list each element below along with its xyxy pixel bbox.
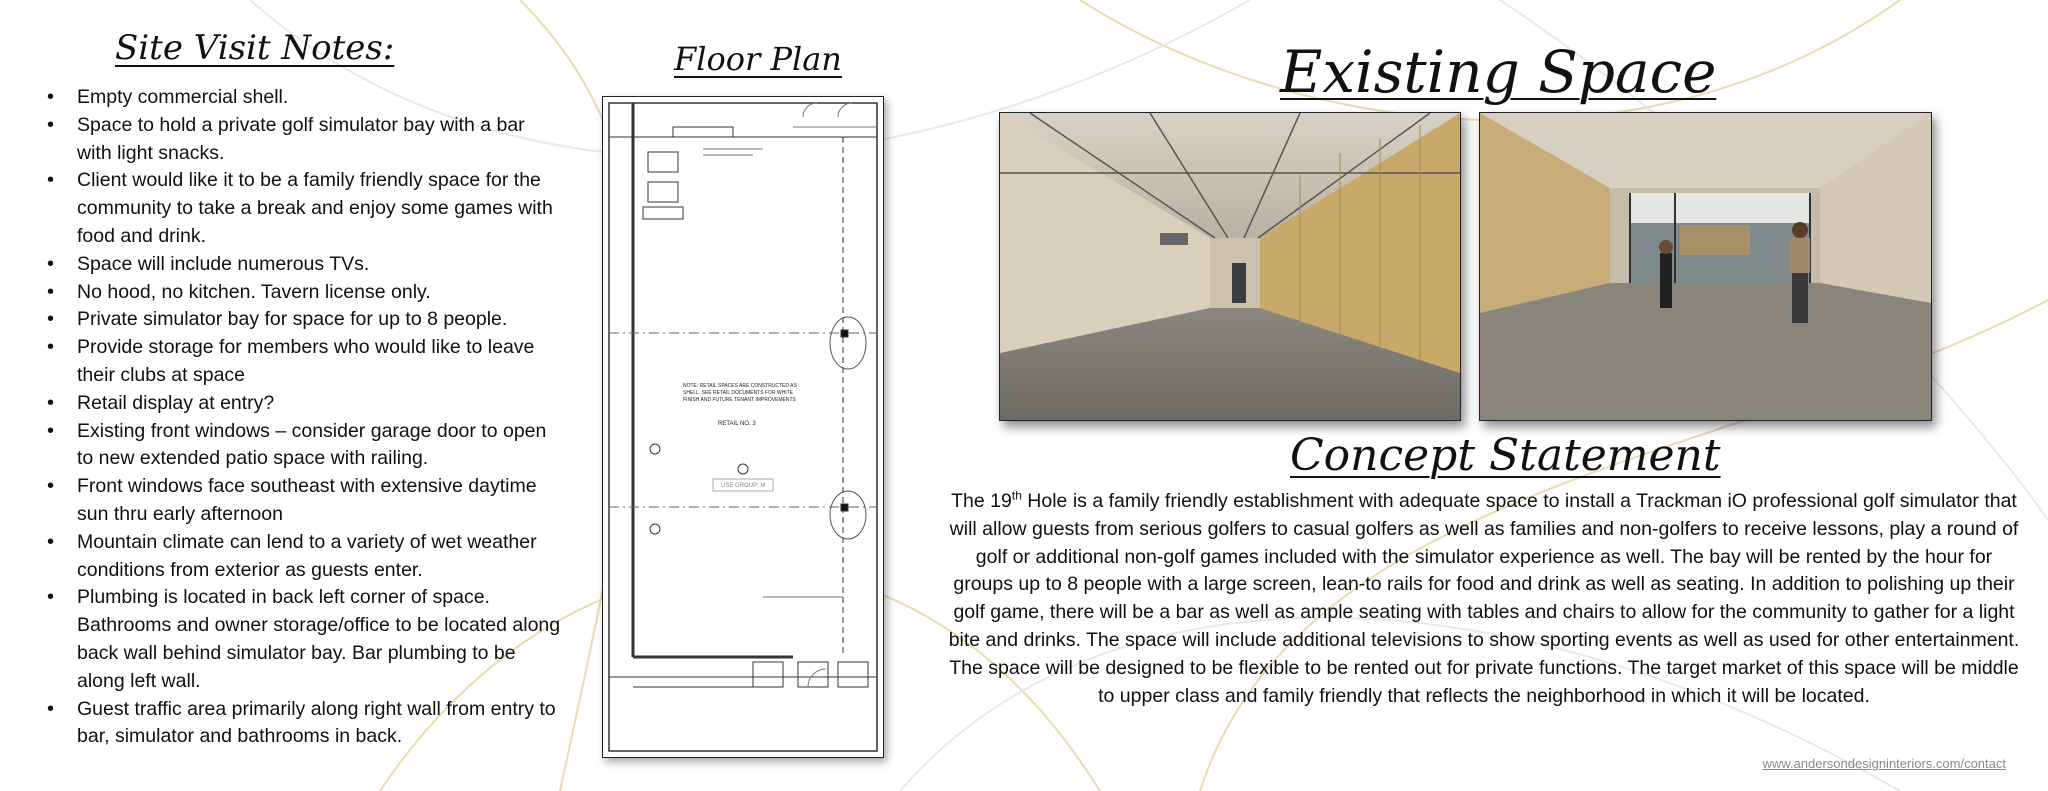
site-note-item: • Empty commercial shell. xyxy=(42,84,562,112)
contact-website-link[interactable]: www.andersondesigninteriors.com/contact xyxy=(1762,756,2006,771)
site-note-item: • Space to hold a private golf simulator bay with a bar with light snacks. xyxy=(42,112,562,168)
site-note-item: • No hood, no kitchen. Tavern license only. xyxy=(42,279,562,307)
site-notes-title: Site Visit Notes: xyxy=(115,28,395,68)
plan-use-group: USE GROUP: M xyxy=(721,483,766,489)
plan-note-line-1: NOTE: RETAIL SPACES ARE CONSTRUCTED AS xyxy=(683,383,797,389)
interior-photo-wide xyxy=(999,112,1461,421)
concept-statement-text xyxy=(944,488,2024,710)
concept-text-rest: Hole is a family friendly establishment with adequate space to install a Trackman iO professional golf simulator that will allow guests from serious golfers to casual golfers as well as families and non-golfers to receive lessons, play a round of golf or additional non-golf games included with the simulator experience as well. The bay will be rented by the hour for groups up to 8 people with a large screen, lean-to rails for food and drink as well as seating. In addition to polishing up their golf game, there will be a bar as well as ample seating with tables and chairs to allow for the community to gather for a light bite and drinks. The space will include additional televisions to show sporting events as well as used for other entertainment. The space will be designed to be flexible to be rented out for private functions. The target market of this space will be middle to upper class and family friendly that reflects the neighborhood in which it will be located. xyxy=(948,490,2020,707)
concept-text-superscript: th xyxy=(1011,488,1022,503)
site-note-item: • Client would like it to be a family friendly space for the community to take a break and enjoy some games with food and drink. xyxy=(42,167,562,250)
existing-space-title: Existing Space xyxy=(1280,38,1717,106)
floor-plan-title: Floor Plan xyxy=(674,40,842,78)
site-note-item: • Mountain climate can lend to a variety of wet weather conditions from exterior as guests enter. xyxy=(42,529,562,585)
site-notes-list xyxy=(42,84,562,751)
plan-note-line-3: FINISH AND FUTURE TENANT IMPROVEMENTS xyxy=(683,397,796,403)
concept-text-start: The 19 xyxy=(951,490,1012,512)
site-note-item: • Existing front windows – consider garage door to open to new extended patio space with railing. xyxy=(42,418,562,474)
site-note-item: • Plumbing is located in back left corner of space. Bathrooms and owner storage/office to be located along back wall behind simulator bay. Bar plumbing to be along left wall. xyxy=(42,584,562,695)
interior-photo-storefront xyxy=(1479,112,1932,421)
site-note-item: • Retail display at entry? xyxy=(42,390,562,418)
concept-statement-title: Concept Statement xyxy=(1290,430,1721,481)
site-note-item: • Private simulator bay for space for up to 8 people. xyxy=(42,306,562,334)
site-note-item: • Provide storage for members who would like to leave their clubs at space xyxy=(42,334,562,390)
site-note-item: • Front windows face southeast with extensive daytime sun thru early afternoon xyxy=(42,473,562,529)
plan-note-line-2: SHELL. SEE RETAIL DOCUMENTS FOR WHITE xyxy=(683,390,794,396)
plan-room-label: RETAIL NO. 3 xyxy=(718,421,756,427)
floor-plan-drawing xyxy=(602,96,884,758)
site-note-item: • Guest traffic area primarily along right wall from entry to bar, simulator and bathrooms in back. xyxy=(42,696,562,752)
site-note-item: • Space will include numerous TVs. xyxy=(42,251,562,279)
